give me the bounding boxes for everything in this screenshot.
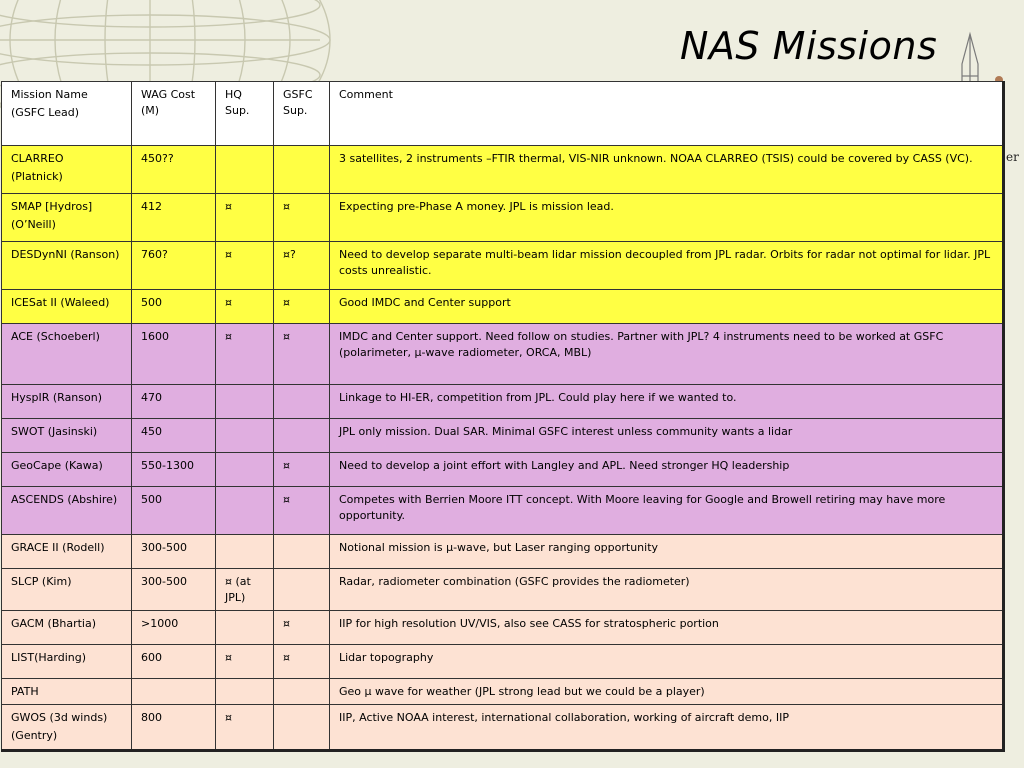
mission-lead: (Gentry) bbox=[11, 729, 58, 742]
table-row bbox=[2, 385, 1004, 419]
comment-cell: Need to develop a joint effort with Langley and APL. Need stronger HQ leadership bbox=[330, 453, 1004, 487]
table-row bbox=[2, 679, 1004, 705]
comment-cell: IIP for high resolution UV/VIS, also see CASS for stratospheric portion bbox=[330, 611, 1004, 645]
gsfc-support-cell bbox=[274, 705, 330, 751]
gsfc-support-cell: ¤ bbox=[274, 194, 330, 242]
mission-name: GRACE II (Rodell) bbox=[11, 541, 105, 554]
mission-name: ACE (Schoeberl) bbox=[11, 330, 100, 343]
hq-support-cell bbox=[216, 453, 274, 487]
hq-support-cell bbox=[216, 611, 274, 645]
comment-cell: Radar, radiometer combination (GSFC provides the radiometer) bbox=[330, 569, 1004, 611]
table-row bbox=[2, 419, 1004, 453]
wag-cost-cell: 300-500 bbox=[132, 569, 216, 611]
mission-name: GeoCape (Kawa) bbox=[11, 459, 103, 472]
wag-cost-cell: 470 bbox=[132, 385, 216, 419]
wag-cost-cell bbox=[132, 679, 216, 705]
mission-lead: (O’Neill) bbox=[11, 218, 56, 231]
mission-name-cell bbox=[2, 242, 132, 290]
mission-name: ASCENDS (Abshire) bbox=[11, 493, 118, 506]
gsfc-support-cell: ¤ bbox=[274, 290, 330, 324]
comment-cell: Geo µ wave for weather (JPL strong lead but we could be a player) bbox=[330, 679, 1004, 705]
mission-name: GACM (Bhartia) bbox=[11, 617, 96, 630]
table-row bbox=[2, 645, 1004, 679]
wag-cost-cell: 450 bbox=[132, 419, 216, 453]
mission-name-cell bbox=[2, 679, 132, 705]
gsfc-support-cell: ¤ bbox=[274, 324, 330, 385]
mission-name: ICESat II (Waleed) bbox=[11, 296, 110, 309]
hq-support-cell: ¤ bbox=[216, 242, 274, 290]
table-row bbox=[2, 453, 1004, 487]
hq-support-cell bbox=[216, 535, 274, 569]
mission-name-cell bbox=[2, 290, 132, 324]
gsfc-support-cell: ¤ bbox=[274, 487, 330, 535]
hq-support-cell bbox=[216, 385, 274, 419]
mission-name-cell bbox=[2, 453, 132, 487]
mission-name: SWOT (Jasinski) bbox=[11, 425, 98, 438]
comment-cell: IIP, Active NOAA interest, international collaboration, working of aircraft demo, IIP bbox=[330, 705, 1004, 751]
header-comment: Comment bbox=[330, 82, 1004, 146]
wag-cost-cell: 500 bbox=[132, 290, 216, 324]
hq-support-cell: ¤ (at JPL) bbox=[216, 569, 274, 611]
comment-cell: Expecting pre-Phase A money. JPL is mission lead. bbox=[330, 194, 1004, 242]
wag-cost-cell: >1000 bbox=[132, 611, 216, 645]
hq-support-cell: ¤ bbox=[216, 705, 274, 751]
comment-cell: Competes with Berrien Moore ITT concept. With Moore leaving for Google and Browell retiring may have more opportunity. bbox=[330, 487, 1004, 535]
comment-cell: IMDC and Center support. Need follow on studies. Partner with JPL? 4 instruments need to be worked at GSFC (polarimeter, µ-wave radiometer, ORCA, MBL) bbox=[330, 324, 1004, 385]
mission-name-cell bbox=[2, 705, 132, 751]
mission-name: HyspIR (Ranson) bbox=[11, 391, 103, 404]
wag-cost-cell: 412 bbox=[132, 194, 216, 242]
table-row bbox=[2, 194, 1004, 242]
table-row bbox=[2, 569, 1004, 611]
comment-cell: Need to develop separate multi-beam lidar mission decoupled from JPL radar. Orbits for radar not optimal for lidar. JPL costs unrealistic. bbox=[330, 242, 1004, 290]
mission-name: GWOS (3d winds) bbox=[11, 711, 108, 724]
wag-cost-cell: 800 bbox=[132, 705, 216, 751]
header-hq-support: HQ Sup. bbox=[216, 82, 274, 146]
page-title: NAS Missions bbox=[680, 24, 938, 68]
header-wag-cost: WAG Cost (M) bbox=[132, 82, 216, 146]
mission-name-cell bbox=[2, 146, 132, 194]
mission-name: PATH bbox=[11, 685, 39, 698]
wag-cost-cell: 1600 bbox=[132, 324, 216, 385]
comment-cell: Good IMDC and Center support bbox=[330, 290, 1004, 324]
hq-support-cell: ¤ bbox=[216, 645, 274, 679]
gsfc-support-cell: ¤ bbox=[274, 453, 330, 487]
table-row bbox=[2, 324, 1004, 385]
hq-support-cell: ¤ bbox=[216, 324, 274, 385]
wag-cost-cell: 550-1300 bbox=[132, 453, 216, 487]
comment-cell: Lidar topography bbox=[330, 645, 1004, 679]
table-row bbox=[2, 242, 1004, 290]
table-row bbox=[2, 487, 1004, 535]
gsfc-support-cell bbox=[274, 535, 330, 569]
comment-cell: 3 satellites, 2 instruments –FTIR thermal, VIS-NIR unknown. NOAA CLARREO (TSIS) could be covered by CASS (VC). bbox=[330, 146, 1004, 194]
mission-name-cell bbox=[2, 385, 132, 419]
mission-name-cell bbox=[2, 535, 132, 569]
mission-name: DESDynNI (Ranson) bbox=[11, 248, 120, 261]
mission-name-cell bbox=[2, 194, 132, 242]
wag-cost-cell: 600 bbox=[132, 645, 216, 679]
mission-lead: (Platnick) bbox=[11, 170, 63, 183]
gsfc-support-cell bbox=[274, 419, 330, 453]
gsfc-support-cell: ¤ bbox=[274, 611, 330, 645]
mission-name: LIST(Harding) bbox=[11, 651, 86, 664]
table-row bbox=[2, 290, 1004, 324]
hq-support-cell bbox=[216, 419, 274, 453]
wag-cost-cell: 450?? bbox=[132, 146, 216, 194]
hq-support-cell bbox=[216, 487, 274, 535]
wag-cost-cell: 300-500 bbox=[132, 535, 216, 569]
header-gsfc-support: GSFC Sup. bbox=[274, 82, 330, 146]
comment-cell: JPL only mission. Dual SAR. Minimal GSFC interest unless community wants a lidar bbox=[330, 419, 1004, 453]
hq-support-cell: ¤ bbox=[216, 194, 274, 242]
table-row bbox=[2, 611, 1004, 645]
mission-name-cell bbox=[2, 419, 132, 453]
table-row bbox=[2, 146, 1004, 194]
comment-cell: Notional mission is µ-wave, but Laser ranging opportunity bbox=[330, 535, 1004, 569]
mission-name: SLCP (Kim) bbox=[11, 575, 72, 588]
gsfc-support-cell bbox=[274, 569, 330, 611]
mission-name: SMAP [Hydros] bbox=[11, 200, 93, 213]
gsfc-support-cell bbox=[274, 679, 330, 705]
comment-cell: Linkage to HI-ER, competition from JPL. Could play here if we wanted to. bbox=[330, 385, 1004, 419]
gsfc-support-cell: ¤? bbox=[274, 242, 330, 290]
hq-support-cell bbox=[216, 146, 274, 194]
hq-support-cell bbox=[216, 679, 274, 705]
missions-table bbox=[1, 81, 1005, 752]
header-mission-name: Mission Name (GSFC Lead) bbox=[2, 82, 132, 146]
mission-name-cell bbox=[2, 569, 132, 611]
wag-cost-cell: 500 bbox=[132, 487, 216, 535]
wag-cost-cell: 760? bbox=[132, 242, 216, 290]
table-header-row bbox=[2, 82, 1004, 146]
gsfc-support-cell bbox=[274, 146, 330, 194]
logo-text-fragment: er bbox=[1006, 150, 1019, 164]
table-row bbox=[2, 705, 1004, 751]
table-row bbox=[2, 535, 1004, 569]
mission-name-cell bbox=[2, 487, 132, 535]
mission-name: CLARREO bbox=[11, 152, 64, 165]
hq-support-cell: ¤ bbox=[216, 290, 274, 324]
mission-name-cell bbox=[2, 324, 132, 385]
gsfc-support-cell bbox=[274, 385, 330, 419]
mission-name-cell bbox=[2, 611, 132, 645]
gsfc-support-cell: ¤ bbox=[274, 645, 330, 679]
mission-name-cell bbox=[2, 645, 132, 679]
